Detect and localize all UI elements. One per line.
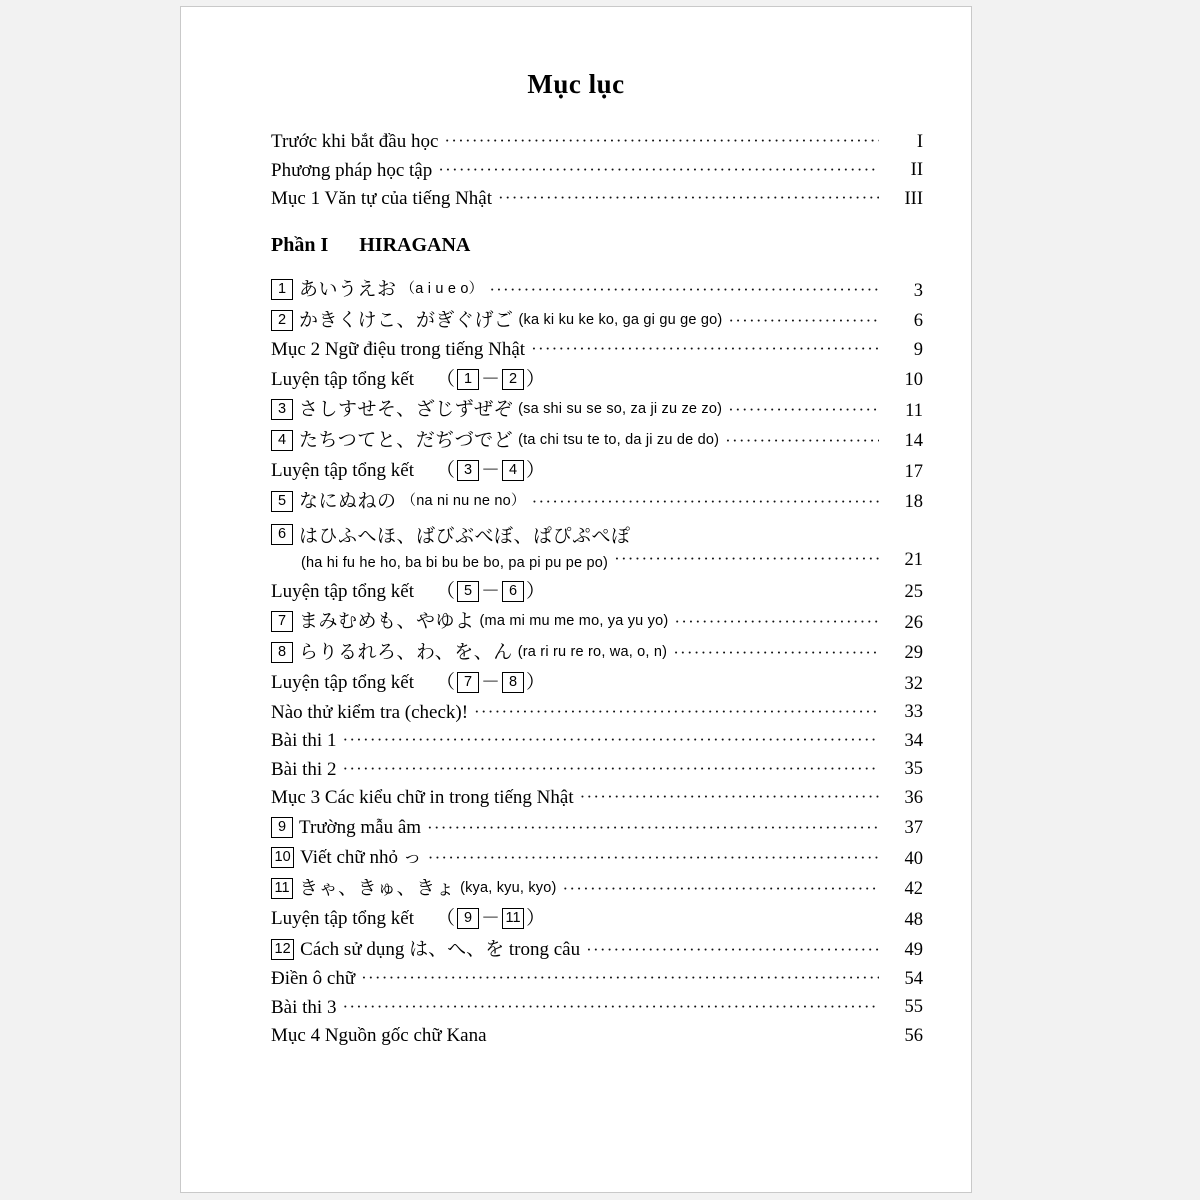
toc-page-number: 33 bbox=[904, 702, 923, 722]
toc-label bbox=[271, 430, 723, 451]
entry-romaji: (ma mi mu me mo, ya yu yo) bbox=[479, 613, 669, 630]
toc-entry-21[interactable] bbox=[271, 939, 923, 960]
leader-dots bbox=[427, 821, 879, 834]
entry-number-box: 12 bbox=[271, 939, 294, 960]
entry-text: Cách sử dụng は、へ、を trong câu bbox=[300, 938, 581, 960]
dash: － bbox=[481, 460, 501, 481]
toc-entry-13[interactable] bbox=[271, 703, 923, 722]
toc-label: Mục 1 Văn tự của tiếng Nhật bbox=[271, 188, 493, 209]
toc-page-number: 18 bbox=[904, 492, 923, 512]
part-heading bbox=[271, 234, 923, 257]
toc-entry-22[interactable] bbox=[271, 969, 923, 988]
toc-entry-14[interactable] bbox=[271, 731, 923, 750]
entry-kana: なにぬねの bbox=[299, 490, 397, 512]
toc-entry-11[interactable] bbox=[271, 642, 923, 663]
toc-page-number: II bbox=[910, 160, 923, 180]
entry-romaji: （na ni nu ne no） bbox=[401, 492, 526, 509]
table-of-contents bbox=[181, 132, 971, 1045]
leader-dots bbox=[444, 134, 879, 147]
book-page bbox=[180, 6, 972, 1193]
toc-label bbox=[271, 369, 549, 390]
entry-number-box: 5 bbox=[271, 491, 293, 512]
leader-dots bbox=[532, 495, 879, 508]
toc-label bbox=[271, 878, 561, 899]
toc-entry-8-line2[interactable] bbox=[271, 550, 923, 571]
entry-number-box: 4 bbox=[271, 430, 293, 451]
toc-entry-3[interactable] bbox=[271, 369, 923, 390]
toc-page-number: 11 bbox=[905, 400, 923, 421]
entry-text: Trường mẫu âm bbox=[299, 816, 422, 838]
open-paren: （ bbox=[436, 908, 456, 929]
toc-page-number: 35 bbox=[904, 759, 923, 779]
dash: － bbox=[481, 908, 501, 929]
toc-label bbox=[271, 847, 426, 868]
entry-kana: たちつてと、だぢづでど bbox=[299, 429, 514, 451]
close-paren: ） bbox=[526, 580, 546, 602]
entry-number-box: 7 bbox=[271, 611, 293, 632]
toc-entry-20[interactable] bbox=[271, 908, 923, 929]
entry-kana: かきくけこ、がぎぐげご bbox=[299, 309, 514, 331]
entry-number-box: 3 bbox=[271, 399, 293, 420]
leader-dots bbox=[563, 882, 879, 895]
leader-dots bbox=[498, 191, 879, 204]
toc-label: Mục 2 Ngữ điệu trong tiếng Nhật bbox=[271, 339, 526, 360]
entry-romaji: (ra ri ru re ro, wa, o, n) bbox=[517, 643, 668, 660]
toc-entry-front-2[interactable] bbox=[271, 189, 923, 208]
toc-entry-9[interactable] bbox=[271, 581, 923, 602]
toc-entry-19[interactable] bbox=[271, 878, 923, 899]
toc-page-number: 42 bbox=[904, 879, 923, 899]
toc-page-number: 40 bbox=[904, 848, 923, 869]
dash: － bbox=[481, 580, 501, 602]
toc-page-number: 3 bbox=[913, 280, 923, 301]
review-from-box: 1 bbox=[457, 369, 479, 390]
review-label: Luyện tập tổng kết bbox=[271, 908, 414, 929]
toc-label bbox=[271, 642, 671, 663]
toc-page-number: 14 bbox=[904, 431, 923, 451]
toc-page-number: I bbox=[916, 131, 923, 152]
leader-dots bbox=[580, 790, 879, 803]
toc-entry-15[interactable] bbox=[271, 760, 923, 779]
toc-page-number: 26 bbox=[904, 612, 923, 633]
page-content bbox=[181, 7, 971, 1192]
entry-number-box: 6 bbox=[271, 524, 293, 545]
toc-label: Mục 3 Các kiểu chữ in trong tiếng Nhật bbox=[271, 787, 574, 808]
review-from-box: 3 bbox=[457, 460, 479, 481]
dash: － bbox=[481, 672, 501, 693]
toc-entry-8-line1[interactable] bbox=[271, 521, 923, 548]
toc-entry-front-1[interactable] bbox=[271, 161, 923, 180]
leader-dots bbox=[674, 615, 879, 628]
open-paren: （ bbox=[436, 368, 456, 390]
review-from-box: 7 bbox=[457, 672, 479, 693]
toc-page-number: 10 bbox=[904, 370, 923, 390]
toc-entry-18[interactable] bbox=[271, 847, 923, 868]
review-label: Luyện tập tổng kết bbox=[271, 460, 414, 481]
toc-label bbox=[271, 817, 425, 838]
toc-label bbox=[271, 460, 549, 481]
page-title: Mục lục bbox=[527, 69, 625, 99]
leader-dots bbox=[428, 851, 879, 864]
part-number: Phần I bbox=[271, 234, 329, 256]
review-to-box: 2 bbox=[502, 369, 524, 390]
entry-kana: きゃ、きゅ、きょ bbox=[299, 877, 456, 899]
entry-number-box: 1 bbox=[271, 279, 293, 300]
toc-label bbox=[271, 279, 487, 300]
toc-page-number: 21 bbox=[904, 550, 923, 570]
entry-romaji: (ka ki ku ke ko, ga gi gu ge go) bbox=[518, 311, 723, 328]
toc-entry-6[interactable] bbox=[271, 460, 923, 481]
open-paren: （ bbox=[436, 672, 456, 693]
entry-romaji: (ta chi tsu te to, da ji zu de do) bbox=[518, 431, 720, 448]
toc-label: Bài thi 2 bbox=[271, 758, 337, 780]
toc-entry-24[interactable] bbox=[271, 1026, 923, 1045]
leader-dots bbox=[489, 283, 879, 296]
open-paren: （ bbox=[436, 460, 456, 481]
entry-number-box: 11 bbox=[271, 878, 293, 899]
toc-label: Mục 4 Nguồn gốc chữ Kana bbox=[271, 1025, 487, 1046]
toc-entry-7[interactable] bbox=[271, 491, 923, 512]
leader-dots bbox=[728, 314, 879, 327]
close-paren: ） bbox=[526, 368, 546, 390]
toc-label: Phương pháp học tập bbox=[271, 159, 433, 181]
entry-kana: あいうえお bbox=[299, 279, 397, 300]
leader-dots bbox=[342, 762, 879, 775]
toc-entry-12[interactable] bbox=[271, 672, 923, 693]
entry-romaji: (kya, kyu, kyo) bbox=[460, 879, 557, 896]
toc-page-number: 49 bbox=[904, 940, 923, 960]
leader-dots bbox=[614, 554, 879, 567]
toc-label: Bài thi 1 bbox=[271, 730, 337, 751]
review-label: Luyện tập tổng kết bbox=[271, 368, 414, 390]
toc-page-number: 56 bbox=[904, 1025, 923, 1046]
leader-dots bbox=[474, 705, 879, 718]
toc-page-number: 34 bbox=[904, 730, 923, 751]
entry-number-box: 2 bbox=[271, 310, 293, 331]
leader-dots bbox=[728, 403, 879, 416]
review-label: Luyện tập tổng kết bbox=[271, 580, 414, 602]
toc-label bbox=[271, 611, 672, 632]
close-paren: ） bbox=[526, 672, 546, 693]
review-to-box: 4 bbox=[502, 460, 524, 481]
entry-kana: さしすせそ、ざじずぜぞ bbox=[299, 399, 514, 420]
leader-dots bbox=[438, 163, 879, 176]
toc-entry-4[interactable] bbox=[271, 399, 923, 420]
toc-entry-1[interactable] bbox=[271, 310, 923, 331]
review-to-box: 8 bbox=[502, 672, 524, 693]
entry-number-box: 9 bbox=[271, 817, 293, 838]
toc-entry-17[interactable] bbox=[271, 817, 923, 838]
toc-label bbox=[271, 672, 549, 693]
toc-page-number: 9 bbox=[913, 339, 923, 360]
toc-page-number: 6 bbox=[913, 311, 923, 331]
toc-entry-front-0[interactable] bbox=[271, 132, 923, 151]
dash: － bbox=[481, 368, 501, 390]
leader-dots bbox=[725, 434, 879, 447]
toc-entry-23[interactable] bbox=[271, 998, 923, 1017]
entry-kana: らりるれろ、わ、を、ん bbox=[299, 641, 513, 663]
close-paren: ） bbox=[526, 460, 546, 481]
toc-page-number: 55 bbox=[904, 997, 923, 1017]
toc-page-number: 54 bbox=[904, 968, 923, 989]
toc-entry-10[interactable] bbox=[271, 611, 923, 632]
entry-text: Viết chữ nhỏ っ bbox=[300, 847, 422, 868]
review-from-box: 9 bbox=[457, 908, 479, 929]
toc-page-number: 36 bbox=[904, 787, 923, 808]
close-paren: ） bbox=[526, 908, 546, 929]
review-to-box: 11 bbox=[502, 908, 524, 929]
part-title: HIRAGANA bbox=[359, 234, 471, 256]
entry-romaji: (ha hi fu he ho, ba bi bu be bo, pa pi pu pe po) bbox=[301, 555, 609, 571]
toc-entry-5[interactable] bbox=[271, 430, 923, 451]
leader-dots bbox=[342, 1000, 879, 1013]
entry-romaji: （a i u e o） bbox=[400, 281, 484, 298]
toc-label: Điền ô chữ bbox=[271, 968, 356, 989]
toc-label bbox=[271, 491, 530, 512]
leader-dots bbox=[586, 943, 879, 956]
toc-page-number: III bbox=[904, 188, 923, 209]
toc-page-number: 25 bbox=[904, 582, 923, 602]
toc-label bbox=[271, 581, 549, 602]
review-to-box: 6 bbox=[502, 581, 524, 602]
toc-label bbox=[271, 310, 726, 331]
toc-entry-0[interactable] bbox=[271, 279, 923, 300]
review-label: Luyện tập tổng kết bbox=[271, 672, 414, 693]
entry-romaji: (sa shi su se so, za ji zu ze zo) bbox=[518, 401, 723, 418]
toc-entry-16[interactable] bbox=[271, 788, 923, 807]
toc-label bbox=[271, 399, 726, 420]
toc-page-number: 37 bbox=[904, 818, 923, 838]
toc-entry-2[interactable] bbox=[271, 340, 923, 359]
toc-label bbox=[271, 939, 584, 960]
toc-page-number: 17 bbox=[904, 461, 923, 482]
toc-label: Trước khi bắt đầu học bbox=[271, 131, 439, 152]
entry-kana: はひふへほ、ばびぶべぼ、ぱぴぷぺぽ bbox=[299, 526, 631, 547]
leader-dots bbox=[673, 646, 879, 659]
open-paren: （ bbox=[436, 580, 456, 602]
leader-dots bbox=[361, 971, 879, 984]
toc-page-number: 32 bbox=[904, 673, 923, 694]
toc-page-number: 29 bbox=[904, 643, 923, 663]
entry-number-box: 10 bbox=[271, 847, 294, 868]
entry-kana: まみむめも、やゆよ bbox=[299, 611, 475, 632]
toc-page-number: 48 bbox=[904, 909, 923, 930]
toc-label: Bài thi 3 bbox=[271, 996, 337, 1018]
entry-number-box: 8 bbox=[271, 642, 293, 663]
review-from-box: 5 bbox=[457, 581, 479, 602]
toc-label bbox=[271, 908, 549, 929]
leader-dots bbox=[342, 733, 879, 746]
toc-label: Nào thử kiểm tra (check)! bbox=[271, 701, 469, 723]
leader-dots bbox=[531, 342, 879, 355]
